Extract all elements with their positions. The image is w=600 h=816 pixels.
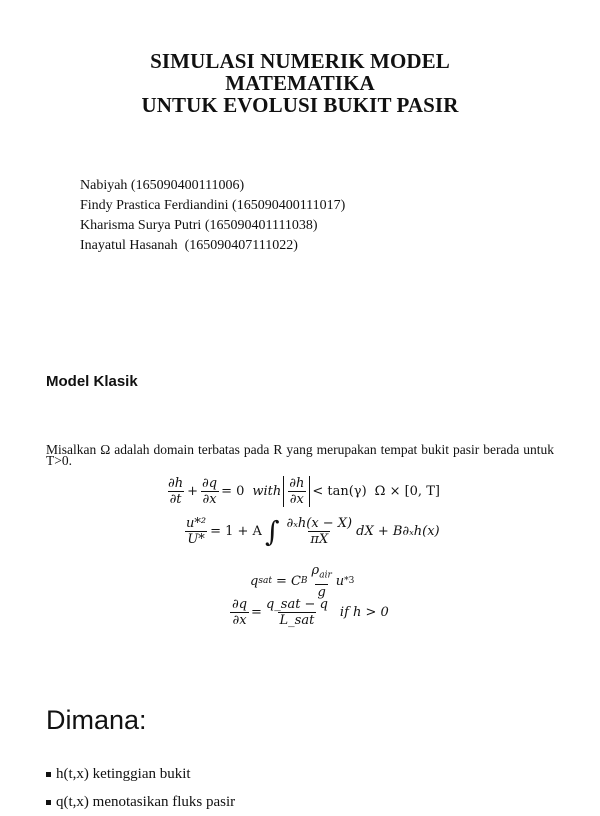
bullet-icon	[46, 772, 51, 777]
eq4-frac-qsat: $\frac{\text{q\_sat − q}}{\text{L\_sat}}$	[265, 597, 328, 628]
eq3-frac-rho-g: $\frac{\rho_{air}}{g}$	[311, 563, 332, 600]
eq2-frac-u: $\frac{\text{u*²}}{U*}$	[186, 516, 207, 547]
intro-paragraph: Misalkan Ω adalah domain terbatas pada R yang merupakan tempat bukit pasir berada untuk T>0.	[46, 442, 554, 468]
title-line-3: UNTUK EVOLUSI BUKIT PASIR	[141, 93, 459, 117]
document-title	[0, 50, 600, 116]
author-1: Nabiyah (165090400111006)	[80, 178, 245, 193]
eq1-tan: < tan(γ)	[312, 484, 367, 499]
eq2-rhs-end: dX + B∂ₓh(x)	[356, 524, 440, 539]
author-3: Kharisma Surya Putri (165090401111038)	[80, 218, 318, 233]
equation-3: q sat = C B $\frac{\rho_{air}}{g}$ u * 3	[250, 563, 355, 600]
eq1-abs: $\frac{\partial h}{\partial x}$	[283, 476, 310, 507]
eq4-condition: if h > 0	[339, 605, 389, 620]
eq1-domain: Ω × [0, T]	[374, 484, 440, 499]
eq1-frac-dh-dt: $\frac{\partial h}{\partial t}$	[168, 476, 184, 507]
eq2-frac-integrand: $\frac{\text{∂ₓh(x − X)}}{\pi X}$	[286, 516, 353, 547]
list-item: q(t,x) menotasikan fluks pasir	[46, 788, 235, 816]
bullet-icon	[46, 800, 51, 805]
section-heading: Model Klasik	[46, 373, 138, 390]
author-list	[80, 176, 345, 256]
title-line-2: MATEMATIKA	[225, 71, 375, 95]
integral-sign: ∫	[264, 514, 280, 548]
eq2-rhs-start: = 1 + A	[210, 524, 262, 539]
title-line-1: SIMULASI NUMERIK MODEL	[150, 49, 450, 73]
definition-list	[46, 760, 235, 816]
eq1-frac-dq-dx: $\frac{\partial q}{\partial x}$	[202, 476, 218, 507]
eq1-equals: = 0	[221, 484, 245, 499]
equation-4	[228, 597, 389, 628]
eq4-frac-dq-dx: $\frac{\partial q}{\partial x}$	[232, 597, 248, 628]
eq1-plus: +	[187, 484, 199, 499]
dimana-heading: Dimana:	[46, 705, 147, 735]
author-2: Findy Prastica Ferdiandini (165090400111017)	[80, 198, 346, 213]
eq1-with: with	[252, 484, 282, 499]
list-item: h(t,x) ketinggian bukit	[46, 760, 235, 788]
author-4: Inayatul Hasanah (165090407111022)	[80, 238, 298, 253]
equation-2	[182, 516, 440, 547]
equation-1	[164, 476, 440, 507]
eq4-equals: =	[251, 605, 262, 620]
